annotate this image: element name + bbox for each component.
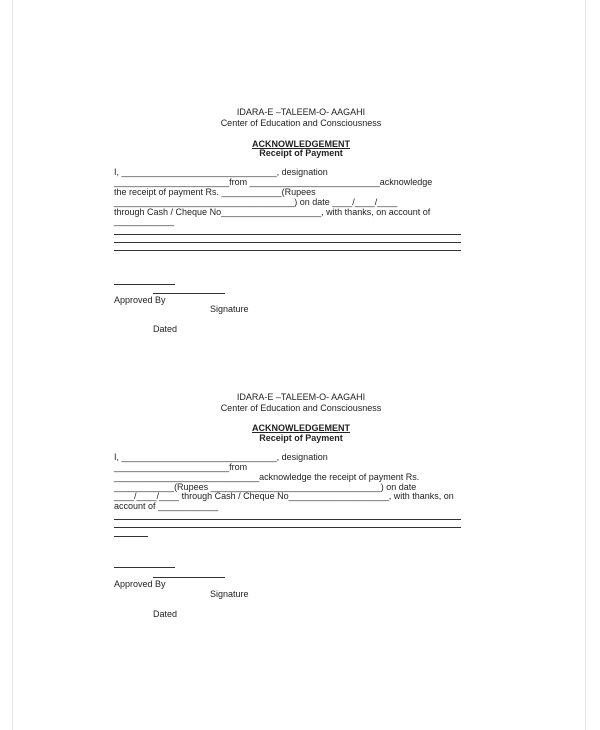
approved-by-label: Approved By [114,579,166,589]
form-line-3: the receipt of payment Rs. ____________(Rupees [114,187,316,197]
signature-line [114,284,175,285]
form-heading: ACKNOWLEDGEMENT [252,423,350,433]
form-line-6: account of ____________ [114,501,219,511]
form-line-4: ____________________________________) on date ____/____/____ [114,197,398,207]
signature-label: Signature [210,304,249,314]
document-page [12,0,586,730]
approver-line [153,577,225,578]
signature-line [114,567,175,568]
blank-rule-short [114,536,148,537]
form-line-5: ____/____/____ through Cash / Cheque No____________________, with thanks, on [114,491,454,501]
blank-rule [114,234,461,235]
blank-rule [114,527,461,528]
form-line-1: I, _______________________________, designation [114,452,328,462]
form-subheading: Receipt of Payment [259,433,343,443]
form-line-6: ____________ [114,216,175,226]
approved-by-label: Approved By [114,295,166,305]
form-line-1: I, _______________________________, designation [114,167,328,177]
approver-line [153,293,225,294]
form-heading: ACKNOWLEDGEMENT [252,139,350,149]
dated-label: Dated [153,324,178,334]
org-name: IDARA-E –TALEEM-O- AAGAHI [236,392,366,402]
form-line-4: ____________(Rupees __________________________________) on date [114,482,417,492]
org-subtitle: Center of Education and Consciousness [220,118,382,128]
form-line-3: _____________________________acknowledge the receipt of payment Rs. [114,472,420,482]
blank-rule [114,519,461,520]
blank-rule [114,242,461,243]
signature-label: Signature [210,589,249,599]
dated-label: Dated [153,609,178,619]
form-subheading: Receipt of Payment [259,148,343,158]
blank-rule [114,250,461,251]
form-line-2: _______________________from [114,462,248,472]
form-line-2: _______________________from __________________________acknowledge [114,177,433,187]
form-line-5: through Cash / Cheque No____________________, with thanks, on account of [114,207,431,217]
org-subtitle: Center of Education and Consciousness [220,403,382,413]
org-name: IDARA-E –TALEEM-O- AAGAHI [236,107,366,117]
